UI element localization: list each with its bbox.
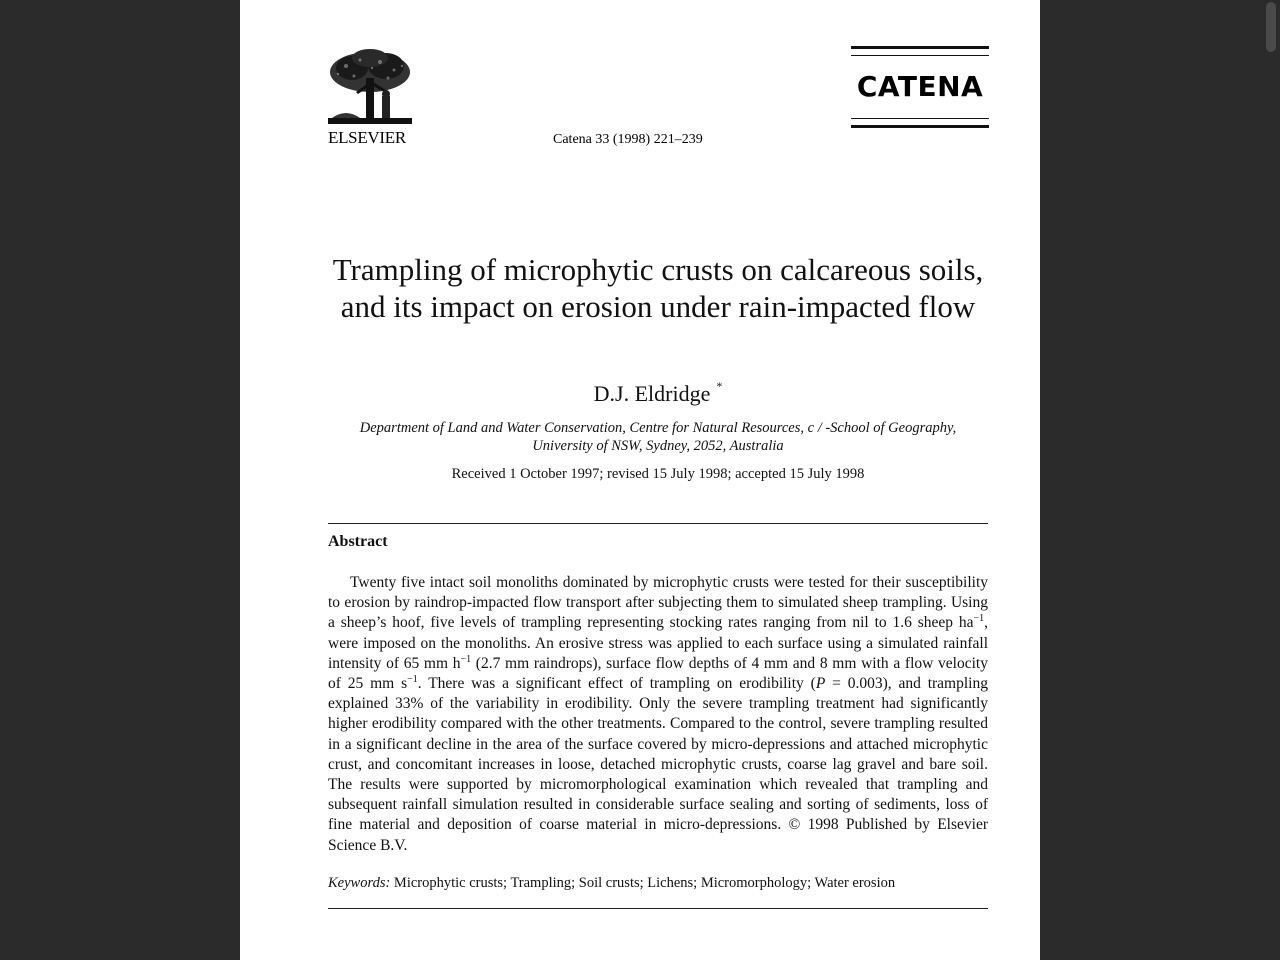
received-dates: Received 1 October 1997; revised 15 July 1998; accepted 15 July 1998 [451, 466, 865, 482]
publisher-name: ELSEVIER [328, 128, 406, 147]
journal-title: CATENA [856, 70, 984, 103]
article-title: Trampling of microphytic crusts on calcareous soils, and its impact on erosion under rain-impacted flow [332, 252, 984, 324]
abstract-text [328, 573, 988, 856]
masthead-bottom-rule [851, 118, 989, 128]
p-value-symbol: P [815, 675, 826, 693]
divider [328, 523, 988, 524]
author-line [328, 381, 988, 407]
abstract-heading: Abstract [328, 533, 388, 550]
author-name: D.J. Eldridge [593, 381, 711, 406]
abstract-segment: , were imposed on the monoliths. An erosive stress was applied to each surface using a simulated rainfall intensity of 65 mm h [328, 614, 988, 672]
affiliation-line: University of NSW, Sydney, 2052, Australia [532, 438, 784, 454]
abstract-segment: . There was a significant effect of trampling on erodibility ( [417, 675, 816, 693]
unit-exponent: −1 [460, 653, 472, 665]
keywords-line [328, 875, 988, 892]
abstract-segment: Twenty five intact soil monoliths dominated by microphytic crusts were tested for their susceptibility to erosion by raindrop-impacted flow transport after subjecting them to simulated sheep trampling. Using a sheep’s hoof, five levels of trampling representing stocking rates ranging from nil to 1.6 sheep ha [328, 574, 988, 632]
scrollbar-thumb[interactable] [1266, 2, 1276, 52]
journal-citation: Catena 33 (1998) 221–239 [553, 132, 703, 147]
keywords-list: Microphytic crusts; Trampling; Soil crusts; Lichens; Micromorphology; Water erosion [390, 875, 896, 891]
journal-masthead [851, 46, 989, 128]
abstract-segment: (2.7 mm raindrops), surface flow depths of 4 mm and 8 mm with a flow velocity of 25 mm s [328, 654, 988, 693]
unit-exponent: −1 [973, 613, 985, 625]
affiliation-line: Department of Land and Water Conservation, Centre for Natural Resources, c / -School of Geography, [359, 420, 957, 436]
divider [328, 908, 988, 909]
paper-page [240, 0, 1040, 960]
author-affiliation [328, 419, 988, 455]
abstract-segment: = 0.003), and trampling explained 33% of the variability in erodibility. Only the severe trampling treatment had significantly higher erodibility compared with the other treatments. Compared to the control, severe trampling resulted in a significant decline in the area of the surface covered by micro-depressions and attached microphytic crust, and concomitant increases in loose, detached microphytic crusts, coarse lag gravel and bare soil. The results were supported by micromorphological examination which revealed that trampling and subsequent rainfall simulation resulted in considerable surface sealing and sorting of sediments, loss of fine material and deposition of coarse material in micro-depressions. © 1998 Published by Elsevier Science B.V. [328, 675, 988, 854]
masthead-top-rule [851, 46, 989, 56]
author-footnote-mark[interactable]: * [716, 379, 723, 393]
keywords-label: Keywords: [328, 875, 391, 891]
elsevier-tree-logo [326, 48, 418, 126]
unit-exponent: −1 [407, 673, 418, 685]
